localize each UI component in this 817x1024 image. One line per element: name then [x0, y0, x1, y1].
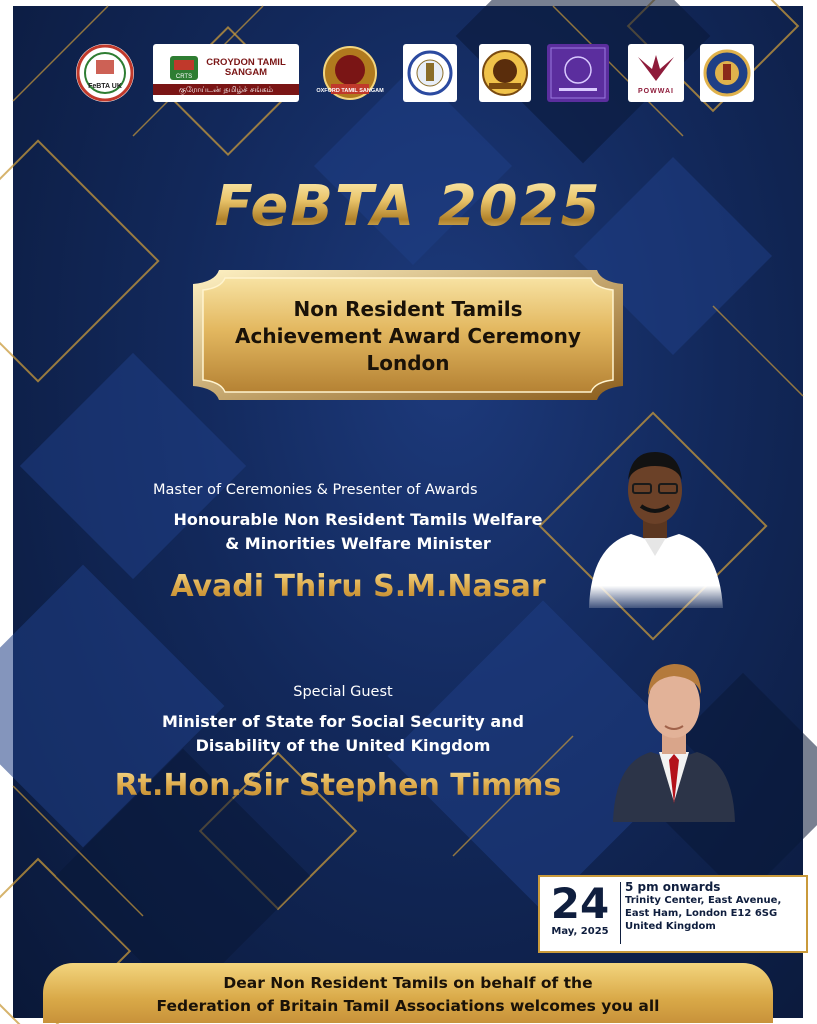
- powwai-logo: [628, 44, 684, 102]
- association-logo-8: [700, 44, 754, 102]
- phoenix-icon: [634, 51, 678, 87]
- event-title: FeBTA 2025: [13, 174, 803, 239]
- event-time: 5 pm onwards: [625, 880, 721, 894]
- mc-label: Master of Ceremonies & Presenter of Awards: [153, 482, 478, 498]
- poster: [13, 6, 803, 1018]
- guest-portrait: [611, 652, 737, 822]
- powwai-logo-text: POWWAI: [638, 87, 674, 95]
- ceremony-line-1: Non Resident Tamils: [293, 297, 523, 321]
- mc-title-line-1: Honourable Non Resident Tamils Welfare: [173, 510, 543, 529]
- guest-label: Special Guest: [293, 684, 393, 700]
- event-day: 24: [550, 879, 610, 928]
- association-logo-4: [403, 44, 457, 102]
- sponsor-logos: [13, 44, 803, 114]
- febta-uk-logo-text: FeBTA UK: [88, 83, 122, 90]
- ceremony-name: [189, 296, 627, 377]
- footer-message: [43, 972, 773, 1018]
- date-divider: [620, 882, 621, 944]
- mc-title-line-2: & Minorities Welfare Minister: [225, 534, 491, 553]
- event-details: [625, 881, 781, 933]
- ceremony-line-2: Achievement Award Ceremony: [235, 324, 581, 348]
- footer-line-1: Dear Non Resident Tamils on behalf of the: [223, 974, 593, 992]
- svg-text:CRTS: CRTS: [175, 73, 193, 80]
- mc-portrait: [581, 446, 729, 608]
- croydon-crest-icon: [166, 52, 202, 84]
- mc-name: Avadi Thiru S.M.Nasar: [113, 569, 603, 604]
- oxford-logo-text: OXFORD TAMIL SANGAM: [316, 88, 384, 94]
- association-logo-5: [479, 44, 531, 102]
- venue-line-2: East Ham, London E12 6SG: [625, 908, 778, 919]
- event-month-year: May, 2025: [551, 926, 609, 937]
- guest-name: Rt.Hon.Sir Stephen Timms: [73, 768, 603, 803]
- guest-title-line-2: Disability of the United Kingdom: [195, 736, 491, 755]
- febta-uk-logo: [76, 44, 134, 102]
- ceremony-line-3: London: [366, 351, 450, 375]
- guest-title-line-1: Minister of State for Social Security and: [162, 712, 524, 731]
- mc-title: [113, 508, 603, 556]
- guest-title: [113, 710, 573, 758]
- association-logo-6: [547, 44, 609, 102]
- venue-line-3: United Kingdom: [625, 921, 716, 932]
- oxford-tamil-sangam-logo: [316, 44, 384, 102]
- croydon-logo-text: CROYDON TAMIL SANGAM: [206, 56, 286, 78]
- footer-line-2: Federation of Britain Tamil Associations welcomes you all: [156, 997, 660, 1015]
- venue-line-1: Trinity Center, East Avenue,: [625, 895, 782, 906]
- croydon-tamil-sangam-logo: [153, 44, 299, 102]
- croydon-logo-subtext: குரோய்டன் தமிழ்ச் சங்கம்: [153, 84, 299, 95]
